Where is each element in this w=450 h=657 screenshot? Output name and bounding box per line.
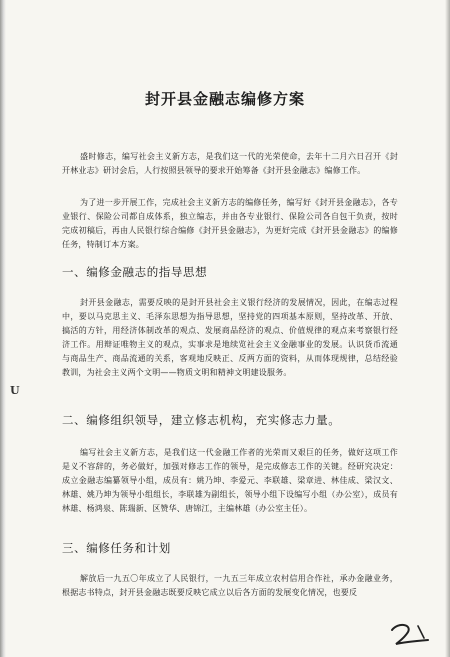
section-heading-2: 二、编修组织领导，建立修志机构，充实修志力量。 — [62, 413, 341, 427]
handwritten-number-2-icon — [388, 620, 434, 648]
intro-paragraph-1: 盛时修志，编写社会主义新方志，是我们这一代的光荣使命，去年十二月六日召开《封开林业志》研讨会后，人行按照县领导的要求开始筹备《封开县金融志》编修工作。 — [62, 152, 398, 175]
section-1-paragraph: 封开县金融志，需要反映的是封开县社会主义银行经济的发展情况，因此，在编志过程中，要以马克思主义、毛泽东思想为指导思想，坚持党的四项基本原则，坚持改革、开放、搞活的方针，用经济体制改革的观点、发展商品经济的观点、价值规律的观点来考察银行经济工作。用辩证唯物主义的观点，实事求是地续览社会主义金融事业的发展。认识货币流通与商品生产、商品流通的关系，客观地反映正、反两方面的资料，从而体现规律，总结经验教训，为社会主义两个文明——物质文明和精神文明建设服务。 — [62, 298, 398, 377]
section-3-paragraph: 解放后一九五〇年成立了人民银行，一九五三年成立农村信用合作社，承办金融业务，根据志书特点，封开县金融志既要反映它成立以后各方面的发展变化情况，也要反 — [62, 574, 398, 597]
intro-paragraph-2: 为了进一步开展工作，完成社会主义新方志的编修任务，编写好《封开县金融志》，各专业银行、保险公司都自成体系，独立编志，并由各专业银行、保险公司各自包干负责，按时完成初稿后，再由人民银行综合编修《封开县金融志》，为更好完成《封开县金融志》的编修任务，特制订本方案。 — [62, 198, 398, 249]
margin-handwritten-mark: U — [10, 384, 20, 397]
section-heading-1: 一、编修金融志的指导思想 — [62, 265, 208, 279]
section-2-paragraph: 编写社会主义新方志，是我们这一代金融工作者的光荣而又艰巨的任务，做好这项工作是义不容辞的，务必做好，加强对修志工作的领导，是完成修志工作的关键。经研究决定：成立金融志编纂领导小组，成员有：姚乃坤、李爱元、李联雄、梁章进、林佳成、梁汉文、林雄、姚乃坤为领导小组组长，李联雄为副组长，领导小组下设编写小组（办公室），成员有林雄、杨鸿泉、陈瑞新、区赞华、唐锦江，主编林雄（办公室主任）。 — [62, 448, 398, 513]
section-heading-3: 三、编修任务和计划 — [62, 541, 171, 555]
handwritten-page-number — [388, 620, 434, 648]
document-title: 封开县金融志编修方案 — [144, 90, 305, 108]
